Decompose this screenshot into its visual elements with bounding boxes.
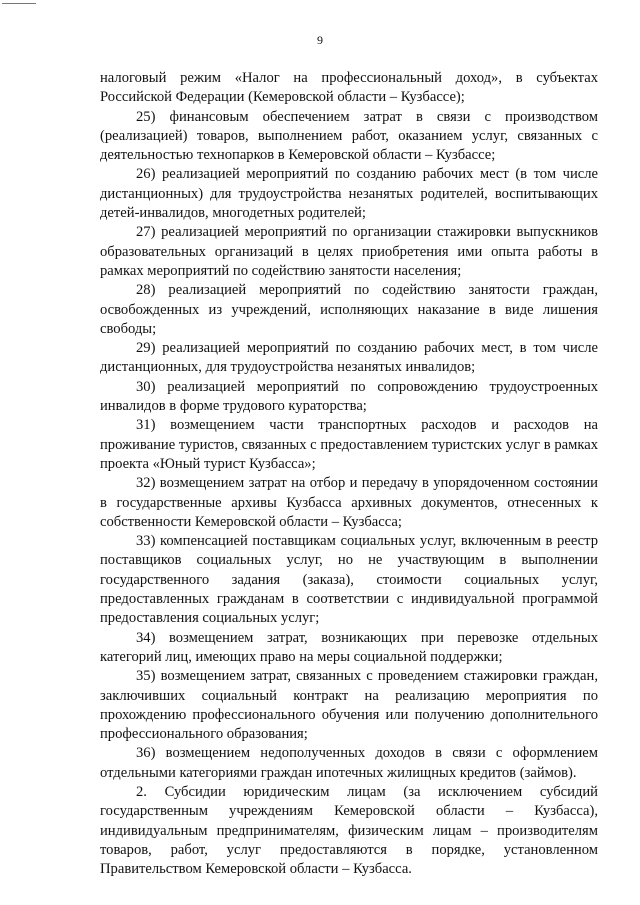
paragraph-continuation: налоговый режим «Налог на профессиональный доход», в субъектах Российской Федерации (Кемеровской области – Кузбассе); [100,70,598,106]
list-item-25: 25) финансовым обеспечением затрат в связи с производством (реализацией) товаров, выполнением работ, оказанием услуг, связанных с деятельностью технопарков в Кемеровской области – Кузбассе; [100,108,598,164]
list-item-26: 26) реализацией мероприятий по созданию рабочих мест (в том числе дистанционных) для трудоустройства незанятых родителей, воспитывающих детей-инвалидов, многодетных родителей; [100,166,598,222]
list-item-33: 33) компенсацией поставщикам социальных услуг, включенным в реестр поставщиков социальных услуг, но не участвующим в выполнении государственного задания (заказа), стоимости социальных услуг, предоставленных гражданам в соответствии с индивидуальной программой предоставления социальных услуг; [100,533,598,627]
top-edge-rule [2,3,36,4]
list-item-32: 32) возмещением затрат на отбор и передачу в упорядоченном состоянии в государственные архивы Кузбасса архивных документов, отнесенных к собственности Кемеровской области – Кузбасса; [100,475,598,530]
list-item-27: 27) реализацией мероприятий по организации стажировки выпускников образовательных организаций в целях приобретения ими опыта работы в рамках мероприятий по содействию занятости населения; [100,224,598,279]
list-item-30: 30) реализацией мероприятий по сопровождению трудоустроенных инвалидов в форме трудового кураторства; [100,378,598,415]
list-item-28: 28) реализацией мероприятий по содействию занятости граждан, освобожденных из учреждений, исполняющих наказание в виде лишения свободы; [100,282,598,337]
list-item-36: 36) возмещением недополученных доходов в связи с оформлением отдельными категориями граждан ипотечных жилищных кредитов (займов). [100,745,598,781]
list-item-31: 31) возмещением части транспортных расходов и расходов на проживание туристов, связанных с предоставлением туристских услуг в рамках проекта «Юный турист Кузбасса»; [100,417,598,472]
clause-2-paragraph: 2. Субсидии юридическим лицам (за исключением субсидий государственным учреждениям Кемеровской области – Кузбасса), индивидуальным предпринимателям, физическим лицам – производителям товаров, работ, услуг предоставляются в порядке, установленном Правительством Кемеровской области – Кузбасса. [100,783,598,878]
list-item-35: 35) возмещением затрат, связанных с проведением стажировки граждан, заключивших социальный контракт на реализацию мероприятия по прохождению профессионального обучения или получению дополнительного профессионального образования; [100,668,598,743]
page-number: 9 [317,33,323,47]
list-item-34: 34) возмещением затрат, возникающих при перевозке отдельных категорий лиц, имеющих право на меры социальной поддержки; [100,629,598,665]
document-body [100,69,598,879]
list-item-29: 29) реализацией мероприятий по созданию рабочих мест, в том числе дистанционных, для трудоустройства незанятых инвалидов; [100,340,598,376]
